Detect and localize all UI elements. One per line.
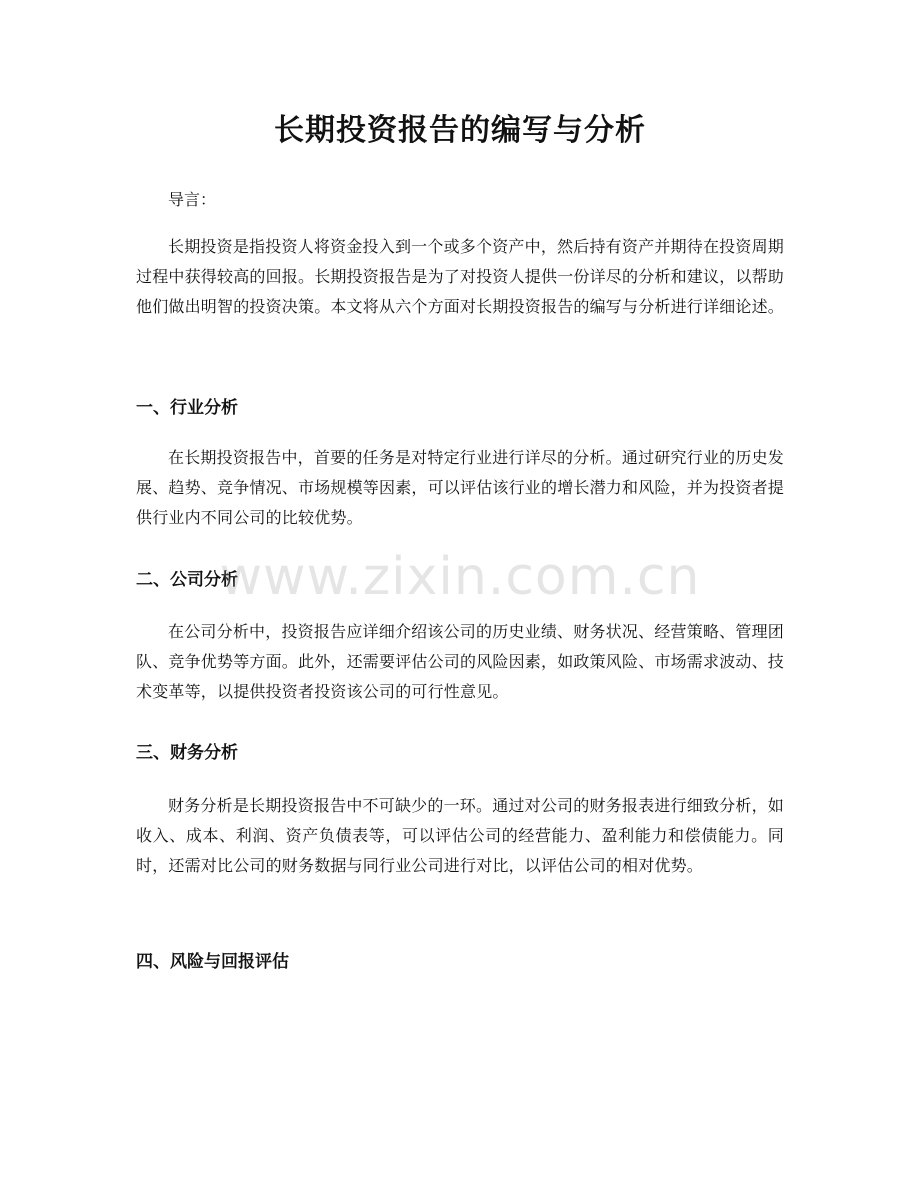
section-heading-industry: 一、行业分析 <box>136 398 238 418</box>
section-heading-finance: 三、财务分析 <box>136 743 238 763</box>
section-heading-risk-return: 四、风险与回报评估 <box>136 952 289 972</box>
watermark: www.zixin.com.cn <box>219 547 701 607</box>
section-paragraph-company: 在公司分析中，投资报告应详细介绍该公司的历史业绩、财务状况、经营策略、管理团队、竞争优势等方面。此外，还需要评估公司的风险因素，如政策风险、市场需求波动、技术变革等，以提供投资者投资该公司的可行性意见。 <box>136 622 785 701</box>
section-paragraph-industry: 在长期投资报告中，首要的任务是对特定行业进行详尽的分析。通过研究行业的历史发展、趋势、竞争情况、市场规模等因素，可以评估该行业的增长潜力和风险，并为投资者提供行业内不同公司的比较优势。 <box>136 448 785 527</box>
intro-paragraph: 长期投资是指投资人将资金投入到一个或多个资产中，然后持有资产并期待在投资周期过程中获得较高的回报。长期投资报告是为了对投资人提供一份详尽的分析和建议，以帮助他们做出明智的投资决策。本文将从六个方面对长期投资报告的编写与分析进行详细论述。 <box>136 237 785 316</box>
intro-label: 导言： <box>168 190 217 209</box>
document-title: 长期投资报告的编写与分析 <box>274 113 646 148</box>
section-paragraph-finance: 财务分析是长期投资报告中不可缺少的一环。通过对公司的财务报表进行细致分析，如收入、成本、利润、资产负债表等，可以评估公司的经营能力、盈利能力和偿债能力。同时，还需对比公司的财务数据与同行业公司进行对比，以评估公司的相对优势。 <box>136 796 784 875</box>
section-heading-company: 二、公司分析 <box>136 570 238 590</box>
